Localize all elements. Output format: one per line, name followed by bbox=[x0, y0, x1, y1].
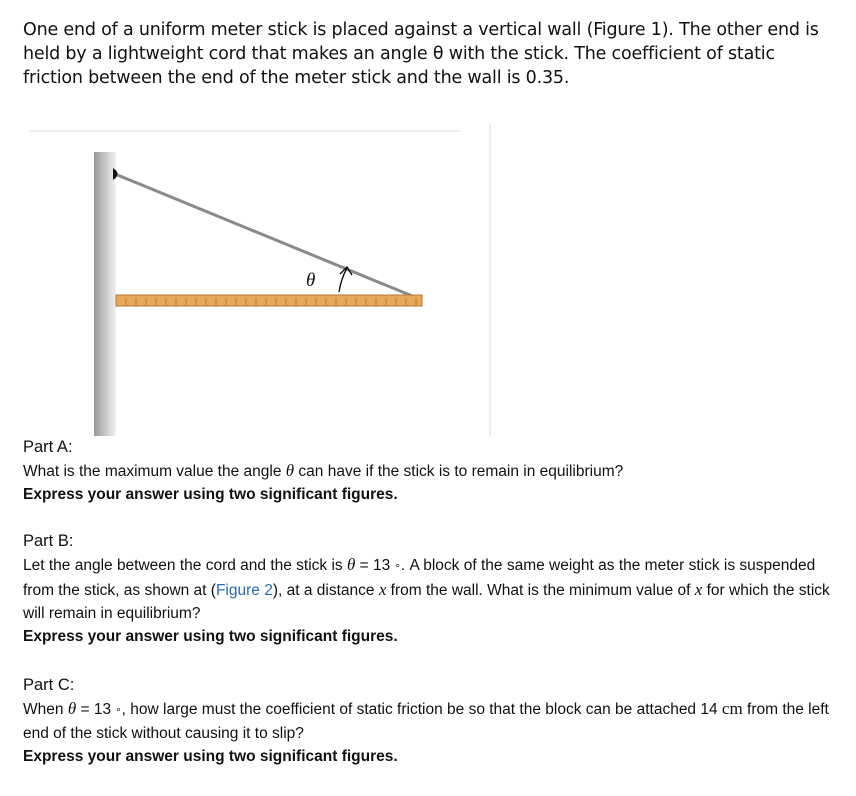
angle-label: θ bbox=[306, 270, 316, 291]
part-c bbox=[23, 674, 838, 768]
part-b-heading: Part B: bbox=[23, 532, 74, 550]
part-c-heading: Part C: bbox=[23, 676, 75, 694]
problem-intro: One end of a uniform meter stick is placed against a vertical wall (Figure 1). The other end is held by a lightweight cord that makes an angle θ with the stick. The coefficient of static friction between the end of the meter stick and the wall is 0.35. bbox=[23, 20, 819, 88]
part-a bbox=[23, 436, 838, 506]
part-a-question: What is the maximum value the angle θ can have if the stick is to remain in equilibrium? bbox=[23, 461, 624, 480]
part-a-instruction: Express your answer using two significant figures. bbox=[23, 486, 398, 503]
figure-1 bbox=[30, 124, 492, 436]
cord-attachment-icon bbox=[113, 168, 118, 180]
figure-2-link[interactable]: Figure 2 bbox=[215, 582, 273, 599]
angle-arrow-icon bbox=[339, 267, 352, 292]
part-a-heading: Part A: bbox=[23, 438, 73, 456]
part-b-question: Let the angle between the cord and the stick is θ = 13 ∘. A block of the same weight as the meter stick is suspended from the stick, as shown at (Figure 2), at a distance x from the wall. What is the minimum value of x for which the stick will remain in equilibrium? bbox=[23, 555, 830, 622]
cord bbox=[115, 174, 422, 300]
part-b bbox=[23, 530, 838, 648]
part-c-question: When θ = 13 ∘, how large must the coefficient of static friction be so that the block can be attached 14 cm from the left end of the stick without causing it to slip? bbox=[23, 699, 829, 742]
part-c-instruction: Express your answer using two significant figures. bbox=[23, 748, 398, 765]
wall bbox=[94, 152, 116, 436]
part-b-instruction: Express your answer using two significant figures. bbox=[23, 628, 398, 645]
